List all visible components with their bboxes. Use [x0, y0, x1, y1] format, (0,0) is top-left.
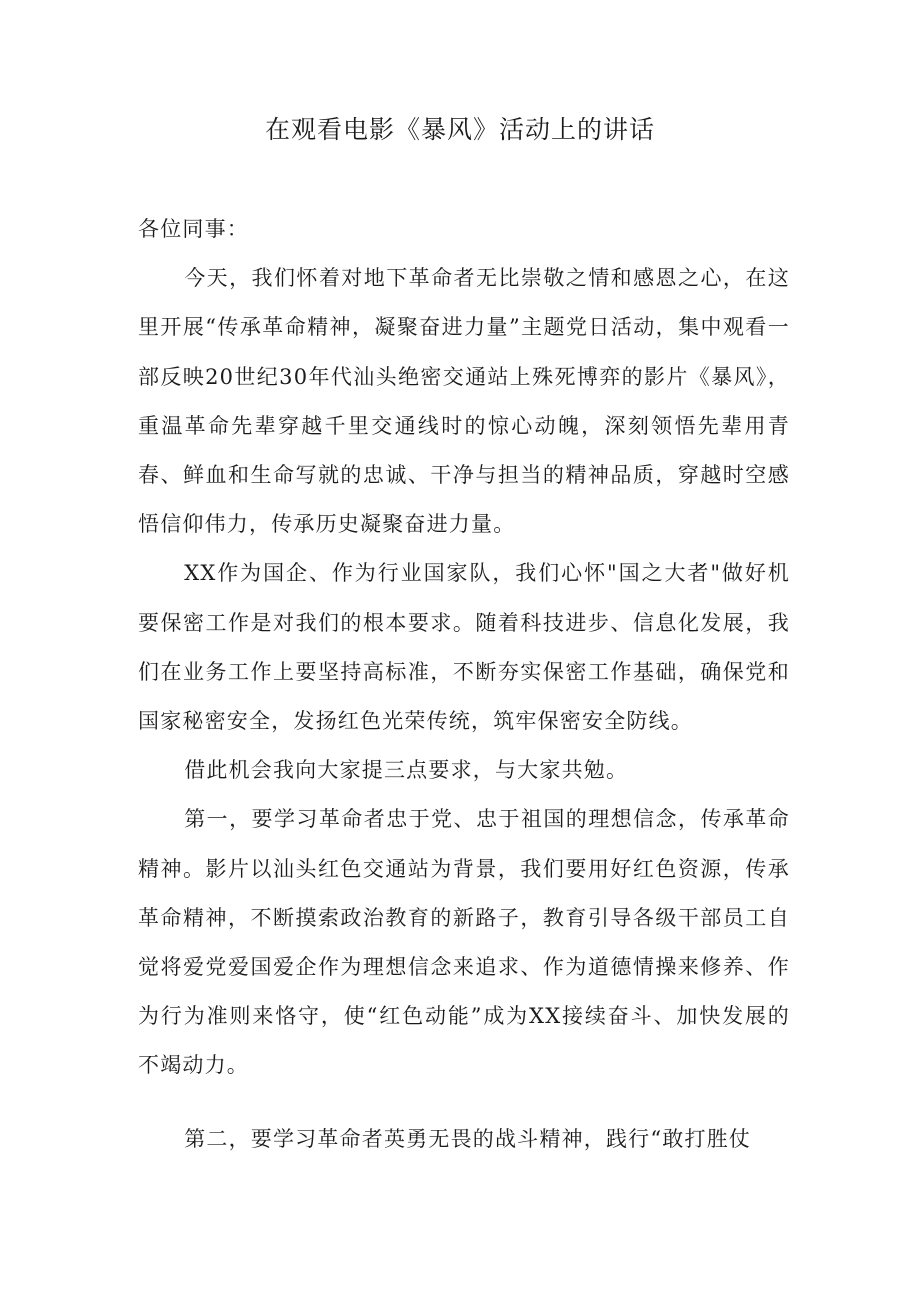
paragraph-intro: 今天，我们怀着对地下革命者无比崇敬之情和感恩之心，在这里开展“传承革命精神，凝聚奋进力量”主题党日活动，集中观看一部反映20世纪30年代汕头绝密交通站上殊死博弈的影片《暴风》，重温革命先辈穿越千里交通线时的惊心动魄，深刻领悟先辈用青春、鲜血和生命写就的忠诚、干净与担当的精神品质，穿越时空感悟信仰伟力，传承历史凝聚奋进力量。	[138, 266, 790, 537]
salutation: 各位同事：	[138, 217, 249, 241]
paragraph-second-requirement: 第二，要学习革命者英勇无畏的战斗精神，践行“敢打胜仗	[184, 1126, 752, 1151]
paragraph-confidentiality: XX作为国企、作为行业国家队，我们心怀"国之大者"做好机要保密工作是对我们的根本要求。随着科技进步、信息化发展，我们在业务工作上要坚持高标准，不断夯实保密工作基础，确保党和国家秘密安全，发扬红色光荣传统，筑牢保密安全防线。	[138, 561, 790, 734]
paragraph-requirements-intro: 借此机会我向大家提三点要求，与大家共勉。	[184, 758, 629, 783]
paragraph-first-requirement: 第一，要学习革命者忠于党、忠于祖国的理想信念，传承革命精神。影片以汕头红色交通站为背景，我们要用好红色资源，传承革命精神，不断摸索政治教育的新路子，教育引导各级干部员工自觉将爱党爱国爱企作为理想信念来追求、作为道德情操来修养、作为行为准则来恪守，使“红色动能”成为XX接续奋斗、加快发展的不竭动力。	[138, 807, 790, 1078]
document-body	[138, 205, 790, 1164]
document-title: 在观看电影《暴风》活动上的讲话	[264, 115, 655, 144]
